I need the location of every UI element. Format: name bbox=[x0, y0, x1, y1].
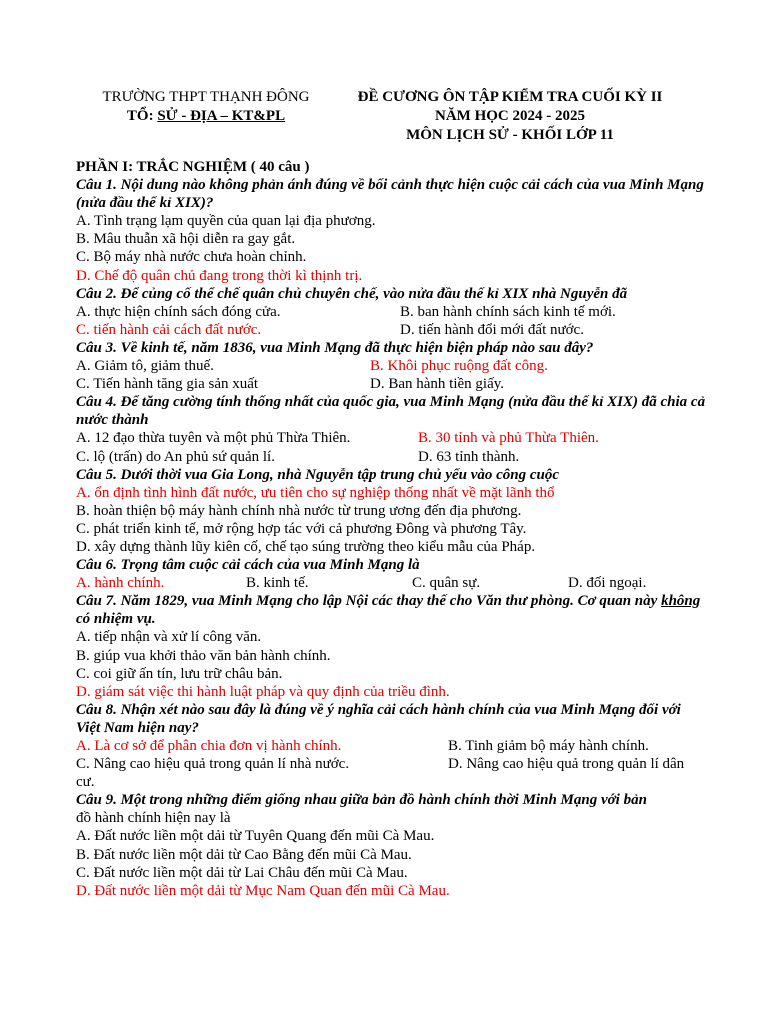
q7-option-d: D. giám sát việc thi hành luật pháp và quy định của triều đình. bbox=[76, 683, 450, 700]
q2-option-a: A. thực hiện chính sách đóng cửa. bbox=[76, 303, 281, 320]
q4-row-2 bbox=[76, 448, 706, 466]
header-right bbox=[330, 88, 690, 145]
q1-option-b: B. Mâu thuẫn xã hội diễn ra gay gắt. bbox=[76, 231, 296, 248]
q9-option-a: A. Đất nước liền một dải từ Tuyên Quang đến mũi Cà Mau. bbox=[76, 828, 435, 845]
q6-option-a: A. hành chính. bbox=[76, 575, 165, 592]
q1-option-a: A. Tình trạng lạm quyền của quan lại địa phương. bbox=[76, 213, 376, 230]
q2-option-b: B. ban hành chính sách kinh tế mới. bbox=[400, 303, 616, 320]
q2-option-d: D. tiến hành đổi mới đất nước. bbox=[400, 321, 584, 338]
q6-option-b: B. kinh tế. bbox=[246, 575, 309, 592]
q4-option-c: C. lộ (trấn) do An phủ sứ quản lí. bbox=[76, 448, 275, 465]
q1-option-c: C. Bộ máy nhà nước chưa hoàn chỉnh. bbox=[76, 249, 307, 266]
question-4: Câu 4. Để tăng cường tính thống nhất của quốc gia, vua Minh Mạng (nửa đầu thế kỉ XIX) đã chia cả nước thành bbox=[76, 394, 706, 429]
q8-option-d: D. Nâng cao hiệu quả trong quản lí dân bbox=[448, 756, 685, 773]
q7-option-a: A. tiếp nhận và xử lí công văn. bbox=[76, 629, 262, 646]
q8-row-1 bbox=[76, 737, 706, 755]
q9-option-d: D. Đất nước liền một dải từ Mục Nam Quan đến mũi Cà Mau. bbox=[76, 882, 450, 899]
question-8: Câu 8. Nhận xét nào sau đây là đúng về ý nghĩa cải cách hành chính của vua Minh Mạng đối với Việt Nam hiện nay? bbox=[76, 701, 681, 736]
q4-row-1 bbox=[76, 429, 706, 447]
q4-option-d: D. 63 tỉnh thành. bbox=[418, 448, 520, 465]
q1-option-d: D. Chế độ quân chủ đang trong thời kì thịnh trị. bbox=[76, 267, 363, 284]
q3-option-c: C. Tiến hành tăng gia sản xuất bbox=[76, 376, 259, 393]
question-9-cont: đồ hành chính hiện nay là bbox=[76, 810, 231, 827]
content bbox=[76, 158, 706, 900]
q2-row-2 bbox=[76, 321, 706, 339]
document-title: ĐỀ CƯƠNG ÔN TẬP KIỂM TRA CUỐI KỲ II bbox=[357, 89, 663, 105]
question-7: Câu 7. Năm 1829, vua Minh Mạng cho lập Nội các thay thế cho Văn thư phòng. Cơ quan này không có nhiệm vụ. bbox=[76, 593, 701, 628]
q8-option-a: A. Là cơ sở để phân chia đơn vị hành chính. bbox=[76, 738, 342, 754]
school-year: NĂM HỌC 2024 - 2025 bbox=[435, 108, 585, 124]
school-name: TRƯỜNG THPT THẠNH ĐÔNG bbox=[102, 89, 310, 105]
q4-option-b: B. 30 tỉnh và phủ Thừa Thiên. bbox=[418, 430, 599, 447]
q6-option-c: C. quân sự. bbox=[412, 575, 481, 592]
subject-line: MÔN LỊCH SỬ - KHỐI LỚP 11 bbox=[406, 127, 614, 143]
question-9: Câu 9. Một trong những điểm giống nhau giữa bản đồ hành chính thời Minh Mạng với bản bbox=[76, 792, 647, 809]
q7-option-b: B. giúp vua khởi thảo văn bản hành chính. bbox=[76, 647, 331, 664]
q8-row-2 bbox=[76, 755, 706, 773]
q5-option-b: B. hoàn thiện bộ máy hành chính nhà nước từ trung ương đến địa phương. bbox=[76, 502, 522, 519]
section-title: PHẦN I: TRẮC NGHIỆM ( 40 câu ) bbox=[76, 159, 310, 175]
q3-option-a: A. Giảm tô, giảm thuế. bbox=[76, 358, 214, 375]
q2-row-1 bbox=[76, 303, 706, 321]
header-left bbox=[86, 88, 326, 126]
q7-emphasis: không bbox=[661, 593, 701, 610]
q3-option-d: D. Ban hành tiền giấy. bbox=[370, 376, 504, 393]
q5-option-c: C. phát triển kinh tế, mở rộng hợp tác với cả phương Đông và phương Tây. bbox=[76, 520, 527, 537]
q7-option-c: C. coi giữ ấn tín, lưu trữ châu bản. bbox=[76, 665, 283, 682]
department-name: SỬ - ĐỊA – KT&PL bbox=[157, 108, 286, 124]
q2-option-c: C. tiến hành cải cách đất nước. bbox=[76, 321, 262, 338]
q9-option-b: B. Đất nước liền một dải từ Cao Bằng đến mũi Cà Mau. bbox=[76, 846, 412, 863]
q4-option-a: A. 12 đạo thừa tuyên và một phủ Thừa Thiên. bbox=[76, 430, 351, 447]
question-2: Câu 2. Để củng cố thể chế quân chủ chuyên chế, vào nửa đầu thế kỉ XIX nhà Nguyễn đã bbox=[76, 285, 628, 302]
q5-option-d: D. xây dựng thành lũy kiên cố, chế tạo súng trường theo kiểu mẫu của Pháp. bbox=[76, 538, 536, 555]
q8-option-b: B. Tinh giảm bộ máy hành chính. bbox=[448, 738, 649, 754]
question-6: Câu 6. Trọng tâm cuộc cải cách của vua Minh Mạng là bbox=[76, 557, 420, 574]
q8-option-c: C. Nâng cao hiệu quả trong quản lí nhà nước. bbox=[76, 756, 350, 773]
question-5: Câu 5. Dưới thời vua Gia Long, nhà Nguyễn tập trung chủ yếu vào công cuộc bbox=[76, 466, 560, 483]
q6-row bbox=[76, 574, 706, 592]
q6-option-d: D. đối ngoại. bbox=[568, 575, 647, 592]
q5-option-a: A. ổn định tình hình đất nước, ưu tiên cho sự nghiệp thống nhất về mặt lãnh thổ bbox=[76, 484, 555, 501]
department: TỔ: SỬ - ĐỊA – KT&PL bbox=[126, 108, 286, 124]
q9-option-c: C. Đất nước liền một dải từ Lai Châu đến mũi Cà Mau. bbox=[76, 864, 408, 881]
q8-option-d-cont: cư. bbox=[76, 774, 95, 791]
question-1: Câu 1. Nội dung nào không phản ánh đúng về bối cảnh thực hiện cuộc cải cách của vua Minh Mạng (nửa đầu thế kỉ XIX)? bbox=[76, 177, 704, 212]
q3-row-1 bbox=[76, 357, 706, 375]
q3-row-2 bbox=[76, 375, 706, 393]
q3-option-b: B. Khôi phục ruộng đất công. bbox=[370, 358, 548, 375]
question-3: Câu 3. Về kinh tế, năm 1836, vua Minh Mạng đã thực hiện biện pháp nào sau đây? bbox=[76, 339, 594, 356]
